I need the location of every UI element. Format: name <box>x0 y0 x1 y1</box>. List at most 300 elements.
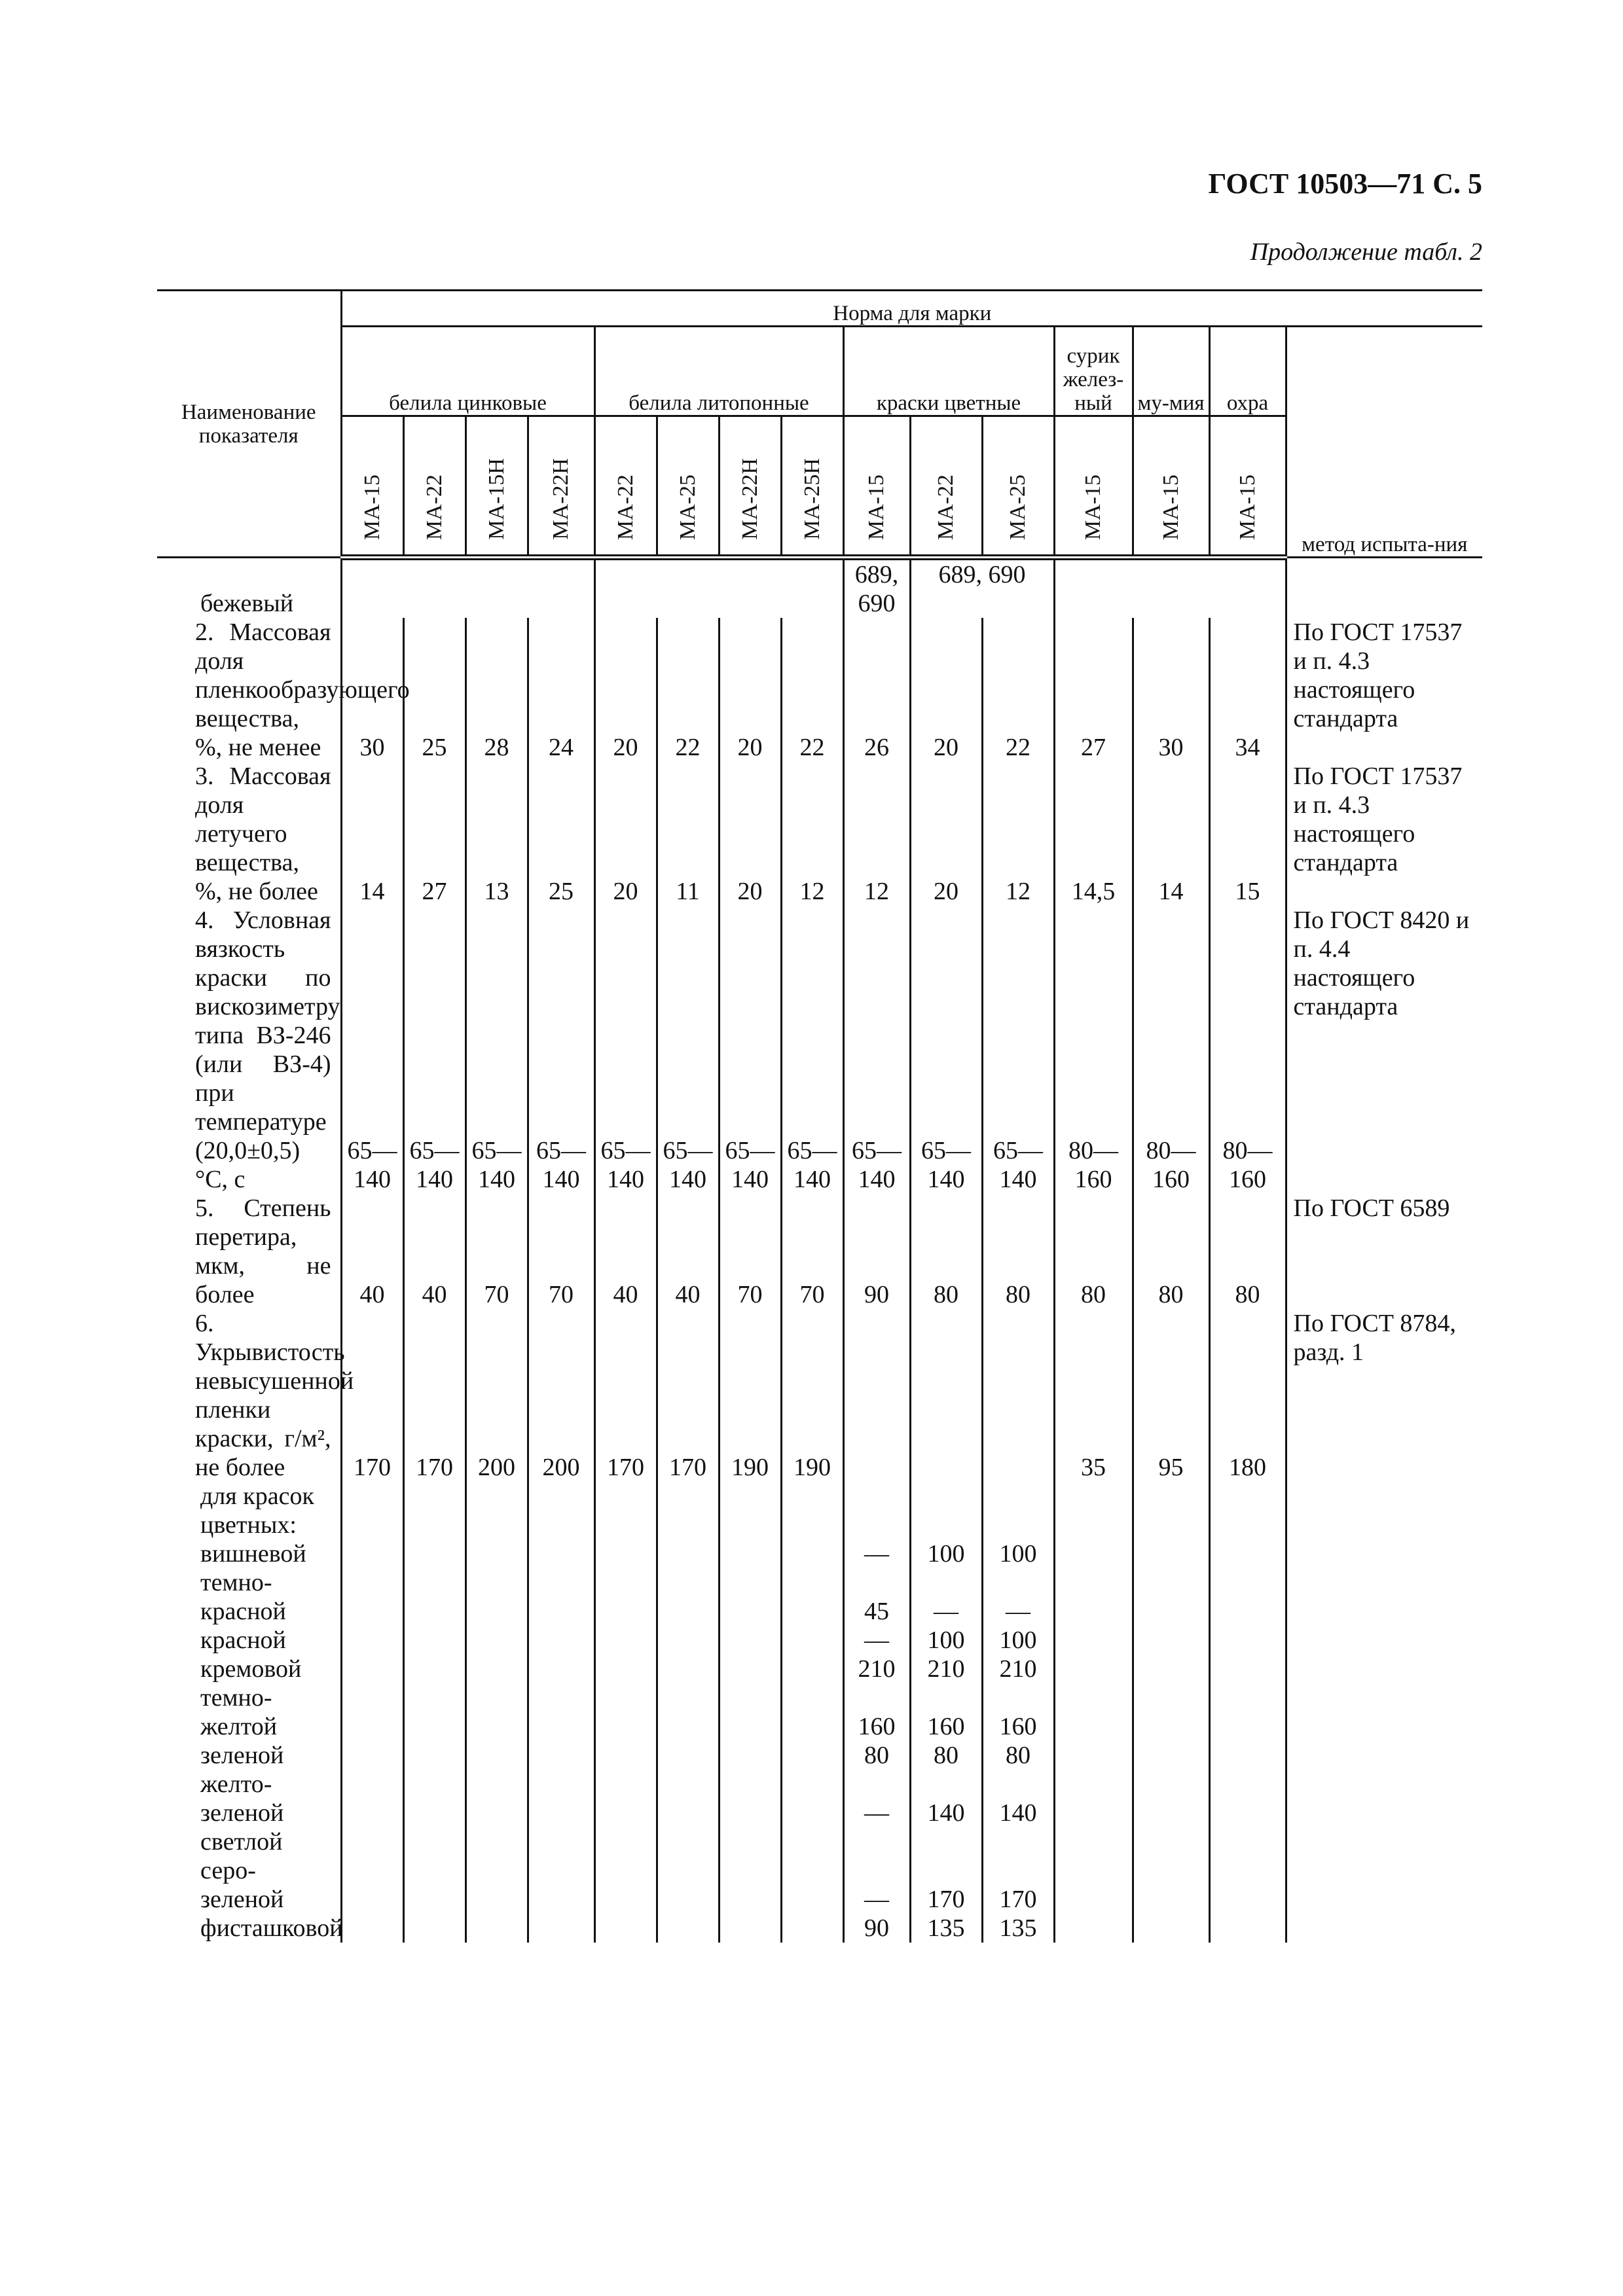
table-cell <box>1054 1741 1133 1770</box>
table-cell: 20 <box>594 618 657 762</box>
table-cell <box>657 1482 719 1539</box>
table-cell <box>403 1827 465 1914</box>
row-indicator-name: красной <box>200 1626 286 1654</box>
table-cell: 65— 140 <box>719 906 781 1194</box>
table-cell: 160 <box>843 1683 910 1741</box>
table-cell <box>1054 1827 1133 1914</box>
table-cell: — <box>843 1827 910 1914</box>
group-header: сурик желез-ный <box>1054 327 1133 416</box>
table-cell: 20 <box>719 618 781 762</box>
table-cell <box>657 1626 719 1655</box>
table-cell: 140 <box>982 1770 1054 1827</box>
table-cell: 12 <box>982 762 1054 906</box>
row-indicator-name: светлой серо-зеленой <box>200 1828 284 1913</box>
row-test-method <box>1286 1827 1482 1914</box>
grade-label: МА-22 <box>613 474 638 540</box>
table-cell <box>719 1655 781 1683</box>
row-indicator-name: желто-зеленой <box>200 1770 284 1827</box>
table-cell: 70 <box>719 1194 781 1309</box>
table-cell: 70 <box>528 1194 594 1309</box>
table-cell <box>1209 1655 1286 1683</box>
table-cell <box>781 1539 843 1568</box>
table-cell <box>781 1741 843 1770</box>
table-cell <box>341 1741 403 1770</box>
table-row <box>157 1770 1482 1827</box>
grade-header <box>982 416 1054 558</box>
row-test-method: По ГОСТ 17537 и п. 4.3 настоящего стандарта <box>1286 618 1482 762</box>
table-cell: 210 <box>910 1655 982 1683</box>
table-cell: 190 <box>719 1309 781 1482</box>
group-header: охра <box>1209 327 1286 416</box>
table-cell <box>403 1655 465 1683</box>
table-cell <box>403 1482 465 1539</box>
table-cell <box>594 1741 657 1770</box>
table-cell: 30 <box>341 618 403 762</box>
table-cell <box>528 1741 594 1770</box>
table-cell: 34 <box>1209 618 1286 762</box>
table-cell <box>528 558 594 619</box>
table-cell <box>843 1309 910 1482</box>
table-cell: 14 <box>1133 762 1209 906</box>
table-cell: 40 <box>657 1194 719 1309</box>
table-cell: 80 <box>1054 1194 1133 1309</box>
table-row <box>157 558 1482 619</box>
table-cell <box>1209 1482 1286 1539</box>
table-cell <box>403 1741 465 1770</box>
table-cell <box>465 1655 528 1683</box>
table-cell: 20 <box>719 762 781 906</box>
table-cell: 200 <box>528 1309 594 1482</box>
table-cell <box>843 1482 910 1539</box>
table-cell <box>528 1827 594 1914</box>
grade-label: МА-15 <box>1235 474 1260 540</box>
table-cell <box>781 1655 843 1683</box>
table-cell: 14 <box>341 762 403 906</box>
table-cell: 100 <box>910 1626 982 1655</box>
table-cell <box>1133 1482 1209 1539</box>
table-cell: 25 <box>528 762 594 906</box>
table-cell <box>528 1770 594 1827</box>
table-cell: 65— 140 <box>528 906 594 1194</box>
grade-header <box>719 416 781 558</box>
grade-label: МА-15Н <box>484 458 509 540</box>
row-indicator-name: 4. Условная вязкость краски по вискозиметру типа ВЗ-246 (или ВЗ-4) при температуре (20,0±0,5) °С, с <box>195 906 340 1193</box>
grade-label: МА-15 <box>1081 474 1105 540</box>
table-cell: 80 <box>1209 1194 1286 1309</box>
table-cell <box>594 1539 657 1568</box>
table-cell <box>781 1914 843 1943</box>
table-cell <box>1054 1568 1133 1626</box>
table-cell <box>341 1914 403 1943</box>
table-cell <box>1133 1770 1209 1827</box>
table-cell <box>781 1626 843 1655</box>
table-cell <box>781 1827 843 1914</box>
table-cell <box>719 1568 781 1626</box>
row-indicator-name: 5. Степень перетира, мкм, не более <box>195 1194 331 1308</box>
table-cell <box>1209 1626 1286 1655</box>
table-cell <box>465 1626 528 1655</box>
table-cell: 20 <box>594 762 657 906</box>
grade-label: МА-22Н <box>737 458 762 540</box>
document-header-title: ГОСТ 10503—71 С. 5 <box>1208 168 1482 200</box>
table-cell: 65— 140 <box>594 906 657 1194</box>
row-test-method <box>1286 1482 1482 1539</box>
group-header: белила литопонные <box>594 327 843 416</box>
grade-header <box>1133 416 1209 558</box>
grade-label: МА-22 <box>422 474 447 540</box>
table-cell: — <box>843 1770 910 1827</box>
table-cell <box>1054 1914 1133 1943</box>
table-cell: 20 <box>910 618 982 762</box>
table-row <box>157 1482 1482 1539</box>
table-cell: 170 <box>982 1827 1054 1914</box>
grade-header <box>403 416 465 558</box>
table-cell: 35 <box>1054 1309 1133 1482</box>
table-cell <box>1209 1741 1286 1770</box>
table-cell <box>657 1770 719 1827</box>
group-header: му-мия <box>1133 327 1209 416</box>
table-cell <box>403 1914 465 1943</box>
table-cell <box>341 1568 403 1626</box>
table-cell: 70 <box>781 1194 843 1309</box>
grade-label: МА-25 <box>1006 474 1030 540</box>
table-cell <box>781 1482 843 1539</box>
table-cell <box>594 1827 657 1914</box>
table-cell <box>1133 558 1209 619</box>
table-cell: 160 <box>982 1683 1054 1741</box>
table-cell: 26 <box>843 618 910 762</box>
specification-table-container <box>157 289 1482 1943</box>
table-cell: 80— 160 <box>1133 906 1209 1194</box>
table-cell <box>982 1309 1054 1482</box>
table-row <box>157 1309 1482 1482</box>
grade-label: МА-25Н <box>799 458 824 540</box>
table-cell: 80 <box>910 1741 982 1770</box>
table-cell <box>1209 1683 1286 1741</box>
table-cell <box>657 558 719 619</box>
table-cell <box>719 1770 781 1827</box>
table-cell: 65— 140 <box>403 906 465 1194</box>
table-cell: 14,5 <box>1054 762 1133 906</box>
table-cell <box>528 1683 594 1741</box>
table-cell <box>341 1655 403 1683</box>
table-cell: 135 <box>982 1914 1054 1943</box>
table-row <box>157 1741 1482 1770</box>
row-test-method <box>1286 1914 1482 1943</box>
table-cell: — <box>910 1568 982 1626</box>
table-cell: 100 <box>982 1626 1054 1655</box>
row-indicator-name: вишневой <box>200 1540 306 1568</box>
table-cell <box>528 1626 594 1655</box>
grade-label: МА-15 <box>359 474 384 540</box>
table-cell: 80— 160 <box>1209 906 1286 1194</box>
table-cell: — <box>843 1626 910 1655</box>
row-test-method: По ГОСТ 8784, разд. 1 <box>1286 1309 1482 1482</box>
table-cell <box>1054 1683 1133 1741</box>
table-cell <box>403 1568 465 1626</box>
group-header: краски цветные <box>843 327 1054 416</box>
table-cell: 80 <box>982 1194 1054 1309</box>
row-test-method <box>1286 1683 1482 1741</box>
table-cell <box>1209 1914 1286 1943</box>
table-cell <box>403 1770 465 1827</box>
table-cell: 20 <box>910 762 982 906</box>
table-cell <box>341 1626 403 1655</box>
table-cell <box>1054 1626 1133 1655</box>
table-cell: 80 <box>843 1741 910 1770</box>
grade-label: МА-22 <box>934 474 958 540</box>
table-cell <box>528 1568 594 1626</box>
table-cell <box>341 1482 403 1539</box>
table-cell <box>719 1482 781 1539</box>
table-row <box>157 762 1482 906</box>
table-cell <box>528 1539 594 1568</box>
table-cell <box>657 1914 719 1943</box>
table-cell <box>465 1683 528 1741</box>
table-cell: 135 <box>910 1914 982 1943</box>
table-cell <box>781 558 843 619</box>
table-cell <box>657 1568 719 1626</box>
table-cell: 80 <box>1133 1194 1209 1309</box>
table-cell: 170 <box>403 1309 465 1482</box>
table-cell <box>657 1683 719 1741</box>
table-cell <box>341 1827 403 1914</box>
table-row <box>157 1626 1482 1655</box>
row-test-method <box>1286 1568 1482 1626</box>
table-cell <box>1054 558 1133 619</box>
table-cell <box>1133 1539 1209 1568</box>
row-test-method <box>1286 1741 1482 1770</box>
table-cell: 180 <box>1209 1309 1286 1482</box>
row-test-method <box>1286 1655 1482 1683</box>
table-cell <box>1133 1655 1209 1683</box>
table-cell: 80 <box>982 1741 1054 1770</box>
table-cell: 65— 140 <box>843 906 910 1194</box>
table-row <box>157 1827 1482 1914</box>
table-cell: 65— 140 <box>341 906 403 1194</box>
row-test-method: По ГОСТ 17537 и п. 4.3 настоящего стандарта <box>1286 762 1482 906</box>
table-cell <box>403 1626 465 1655</box>
table-cell <box>465 1827 528 1914</box>
table-cell <box>1133 1626 1209 1655</box>
table-cell: 22 <box>781 618 843 762</box>
grade-label: МА-15 <box>1158 474 1183 540</box>
table-cell: 13 <box>465 762 528 906</box>
table-cell: 27 <box>403 762 465 906</box>
table-cell: 210 <box>843 1655 910 1683</box>
grade-header <box>781 416 843 558</box>
table-cell <box>403 1539 465 1568</box>
table-cell <box>1133 1827 1209 1914</box>
row-test-method: По ГОСТ 8420 и п. 4.4 настоящего стандарта <box>1286 906 1482 1194</box>
table-cell: 90 <box>843 1194 910 1309</box>
table-cell <box>465 1482 528 1539</box>
table-cell: 40 <box>594 1194 657 1309</box>
table-cell: 25 <box>403 618 465 762</box>
table-cell <box>465 1741 528 1770</box>
table-row <box>157 1539 1482 1568</box>
grade-label: МА-15 <box>864 474 888 540</box>
table-cell <box>594 1655 657 1683</box>
table-cell: 100 <box>910 1539 982 1568</box>
table-cell <box>403 558 465 619</box>
table-cell: 160 <box>910 1683 982 1741</box>
table-cell: 22 <box>982 618 1054 762</box>
table-cell <box>341 1539 403 1568</box>
table-cell: 40 <box>403 1194 465 1309</box>
grade-header <box>1209 416 1286 558</box>
row-indicator-name: для красок цветных: <box>200 1482 314 1539</box>
table-cell <box>594 1626 657 1655</box>
table-cell: 200 <box>465 1309 528 1482</box>
table-cell: 170 <box>910 1827 982 1914</box>
table-cell <box>657 1655 719 1683</box>
table-cell: 22 <box>657 618 719 762</box>
column-header-norma: Норма для марки <box>341 291 1482 327</box>
column-header-indicator: Наименование показателя <box>157 291 341 558</box>
table-cell <box>719 1827 781 1914</box>
table-cell <box>465 1539 528 1568</box>
table-cell <box>982 1482 1054 1539</box>
table-row <box>157 1655 1482 1683</box>
table-cell <box>465 558 528 619</box>
table-cell <box>403 1683 465 1741</box>
grade-header <box>341 416 403 558</box>
row-indicator-name: фисташковой <box>200 1914 343 1942</box>
table-row <box>157 1194 1482 1309</box>
table-cell <box>465 1770 528 1827</box>
table-cell: 11 <box>657 762 719 906</box>
table-cell <box>1054 1655 1133 1683</box>
grade-header <box>465 416 528 558</box>
table-cell: 65— 140 <box>781 906 843 1194</box>
table-cell: 12 <box>781 762 843 906</box>
row-indicator-name: 3. Массовая доля летучего вещества, %, не более <box>195 762 331 905</box>
table-cell <box>781 1568 843 1626</box>
table-cell <box>719 1626 781 1655</box>
table-cell <box>465 1914 528 1943</box>
row-indicator-name: 2. Массовая доля пленкообразующего вещества, %, не менее <box>195 619 410 761</box>
table-cell: 24 <box>528 618 594 762</box>
table-cell: 70 <box>465 1194 528 1309</box>
table-cell: 170 <box>594 1309 657 1482</box>
table-cell <box>1054 1539 1133 1568</box>
table-cell <box>594 558 657 619</box>
table-cell <box>910 1482 982 1539</box>
group-header: белила цинковые <box>341 327 594 416</box>
row-test-method <box>1286 1626 1482 1655</box>
grade-header <box>528 416 594 558</box>
table-cell: 65— 140 <box>465 906 528 1194</box>
table-cell <box>341 558 403 619</box>
row-test-method <box>1286 558 1482 619</box>
table-cell <box>594 1770 657 1827</box>
table-cell <box>594 1568 657 1626</box>
grade-header <box>594 416 657 558</box>
table-cell <box>781 1770 843 1827</box>
row-indicator-name: темно-желтой <box>200 1684 278 1740</box>
table-cell <box>465 1568 528 1626</box>
grade-header <box>657 416 719 558</box>
table-cell: 28 <box>465 618 528 762</box>
grade-label: МА-22Н <box>549 458 573 540</box>
table-cell: 80 <box>910 1194 982 1309</box>
table-cell: 90 <box>843 1914 910 1943</box>
grade-label: МА-25 <box>675 474 700 540</box>
table-cell: 27 <box>1054 618 1133 762</box>
table-cell: 40 <box>341 1194 403 1309</box>
grade-header <box>1054 416 1133 558</box>
column-header-method: метод испыта-ния <box>1286 327 1482 558</box>
table-cell <box>528 1482 594 1539</box>
table-cell <box>1133 1683 1209 1741</box>
table-cell <box>657 1827 719 1914</box>
table-cell: 65— 140 <box>657 906 719 1194</box>
table-cell <box>1054 1770 1133 1827</box>
table-row <box>157 906 1482 1194</box>
table-cell <box>719 1539 781 1568</box>
table-cell: 210 <box>982 1655 1054 1683</box>
table-cell <box>781 1683 843 1741</box>
table-cell: 190 <box>781 1309 843 1482</box>
table-cell: 30 <box>1133 618 1209 762</box>
table-cell <box>1209 558 1286 619</box>
grade-header <box>910 416 982 558</box>
table-cell <box>719 1914 781 1943</box>
table-cell: 65— 140 <box>910 906 982 1194</box>
table-cell: 45 <box>843 1568 910 1626</box>
table-cell <box>719 1741 781 1770</box>
row-indicator-name: темно-красной <box>200 1569 286 1625</box>
table-cell <box>1209 1827 1286 1914</box>
table-cell: 140 <box>910 1770 982 1827</box>
table-row <box>157 1683 1482 1741</box>
table-cell <box>719 1683 781 1741</box>
table-cell <box>594 1683 657 1741</box>
table-cell: 12 <box>843 762 910 906</box>
table-cell <box>657 1741 719 1770</box>
table-cell: 689, 690 <box>910 558 1054 619</box>
table-cell: 65— 140 <box>982 906 1054 1194</box>
table-row <box>157 1568 1482 1626</box>
row-indicator-name: 6. Укрывистость невысушенной пленки краски, г/м², не более <box>195 1310 354 1481</box>
table-cell: 95 <box>1133 1309 1209 1482</box>
table-cell <box>657 1539 719 1568</box>
table-cell: 80— 160 <box>1054 906 1133 1194</box>
table-row <box>157 618 1482 762</box>
specification-table <box>157 289 1482 1943</box>
table-cell <box>1133 1741 1209 1770</box>
table-cell <box>528 1655 594 1683</box>
table-cell <box>1209 1539 1286 1568</box>
row-indicator-name: бежевый <box>200 590 294 617</box>
table-cell <box>341 1770 403 1827</box>
table-continuation-note: Продолжение табл. 2 <box>1250 238 1482 266</box>
table-cell <box>1133 1914 1209 1943</box>
row-test-method: По ГОСТ 6589 <box>1286 1194 1482 1309</box>
table-cell <box>594 1482 657 1539</box>
table-cell: — <box>982 1568 1054 1626</box>
table-cell: — <box>843 1539 910 1568</box>
row-indicator-name: кремовой <box>200 1655 302 1683</box>
row-indicator-name: зеленой <box>200 1742 284 1769</box>
table-cell: 170 <box>341 1309 403 1482</box>
table-row <box>157 1914 1482 1943</box>
table-cell <box>1209 1770 1286 1827</box>
table-cell: 100 <box>982 1539 1054 1568</box>
row-test-method <box>1286 1539 1482 1568</box>
table-cell <box>594 1914 657 1943</box>
